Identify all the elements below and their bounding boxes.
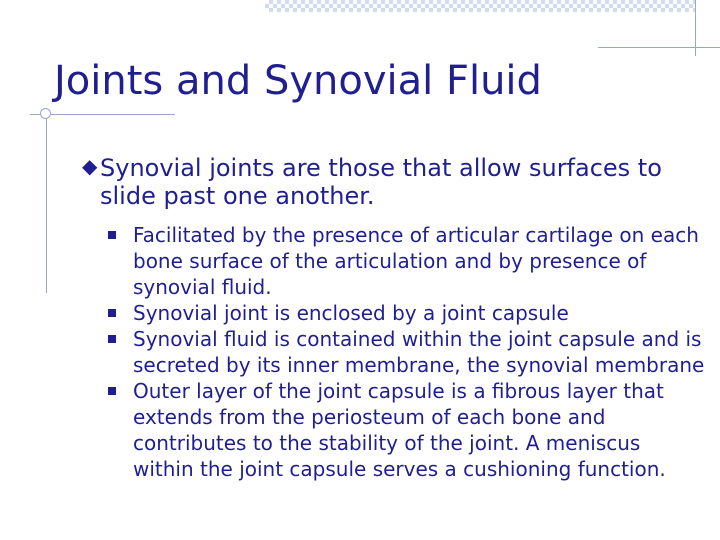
slide-title: Joints and Synovial Fluid (54, 58, 542, 104)
sub-point-text: Outer layer of the joint capsule is a fibrous layer that extends from the periosteum of each bone and contributes to the stability of the joint. A meniscus within the joint capsule serves a cushioning function. (133, 379, 666, 481)
list-item (106, 378, 706, 482)
decorative-crosshair-icon (40, 108, 51, 119)
square-bullet-icon (108, 309, 116, 317)
main-point: Synovial joints are those that allow surfaces to slide past one another. (100, 154, 662, 210)
sub-point-text: Synovial joint is enclosed by a joint capsule (133, 301, 569, 325)
square-bullet-icon (108, 335, 116, 343)
decorative-checker-strip (265, 0, 695, 12)
list-item (106, 326, 706, 378)
sub-point-text: Synovial fluid is contained within the joint capsule and is secreted by its inner membrane, the synovial membrane (133, 327, 705, 377)
sub-point-text: Facilitated by the presence of articular cartilage on each bone surface of the articulation and by presence of synovial fluid. (133, 223, 699, 299)
title-underline (30, 114, 175, 115)
list-item (106, 222, 706, 300)
decorative-horizontal-line (598, 47, 720, 48)
square-bullet-icon (108, 231, 116, 239)
decorative-left-vertical-line (46, 108, 47, 293)
square-bullet-icon (108, 387, 116, 395)
list-item (106, 300, 706, 326)
diamond-bullet-icon: ◆ (82, 154, 98, 178)
sub-point-list (106, 222, 706, 482)
